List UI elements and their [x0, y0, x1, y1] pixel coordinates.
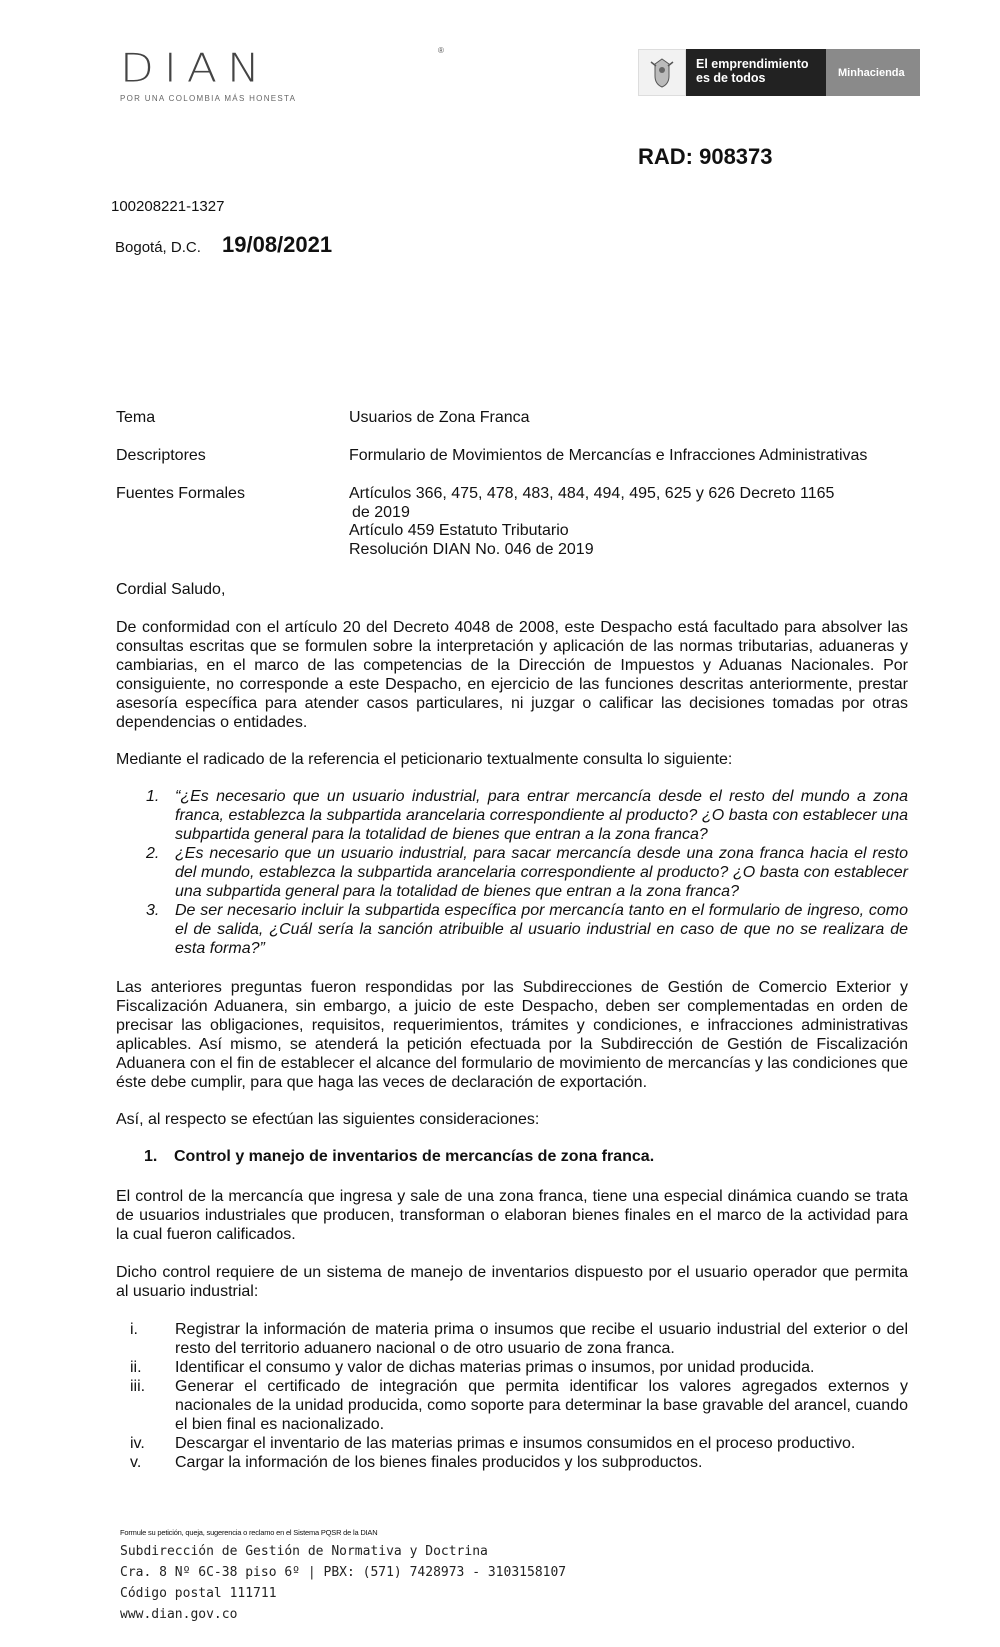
paragraph-consideraciones: Así, al respecto se efectúan las siguientes consideraciones: — [116, 1111, 540, 1128]
list-item-text: ¿Es necesario que un usuario industrial, para sacar mercancía desde una zona franca hacia el resto del mundo, establezca la subpartida arancelaria correspondiente al producto? ¿O basta con establecer una subpartida general para la totalidad de bienes que entran a la zona franca? — [175, 845, 908, 900]
dian-logo-text: DIAN — [120, 45, 270, 92]
list-item-text: Generar el certificado de integración que permita identificar los valores agregados externos y nacionales de la unidad producida, como soporte para determinar la base gravable del arancel, cuando el bien final es nacionalizado. — [175, 1378, 908, 1433]
date-city: Bogotá, D.C. — [115, 239, 201, 256]
gov-banner-line1: El emprendimiento — [696, 57, 809, 71]
list-item-number: 3. — [146, 902, 160, 919]
list-item-text: Descargar el inventario de las materias primas e insumos consumidos en el proceso productivo. — [175, 1435, 856, 1452]
section-number: 1. — [144, 1148, 158, 1165]
list-item-text: Identificar el consumo y valor de dichas materias primas o insumos, por unidad producida. — [175, 1359, 815, 1376]
fuentes-line: Artículos 366, 475, 478, 483, 484, 494, 495, 625 y 626 Decreto 1165 — [349, 485, 835, 502]
fuentes-label: Fuentes Formales — [116, 485, 245, 502]
fuentes-value — [349, 485, 834, 559]
list-item — [116, 844, 908, 901]
section-heading — [144, 1148, 654, 1166]
list-item-number: 2. — [146, 845, 160, 862]
descriptores-value: Formulario de Movimientos de Mercancías e Infracciones Administrativas — [349, 447, 868, 464]
list-item — [116, 1453, 908, 1472]
list-item-number: 1. — [146, 788, 160, 805]
fuentes-line: Resolución DIAN No. 046 de 2019 — [349, 540, 594, 558]
gov-banner-ministry: Minhacienda — [826, 49, 920, 96]
document-date: 19/08/2021 — [222, 232, 333, 257]
government-banner — [638, 49, 920, 96]
paragraph-respuestas: Las anteriores preguntas fueron respondidas por las Subdirecciones de Gestión de Comercio Exterior y Fiscalización Aduanera, sin embargo, a juicio de este Despacho, deben ser complementadas en orden de precisar las obligaciones, requisitos, requerimientos, trámites y condiciones, e infracciones administrativas aplicables. Así mismo, se atenderá la petición efectuada por la Subdirección de Gestión de Fiscalización Aduanera con el fin de establecer el alcance del formulario de movimiento de mercancías y las condiciones que éste debe cumplir, para que haga las veces de declaración de exportación. — [116, 979, 908, 1091]
gov-banner-slogan — [686, 49, 826, 96]
list-item-number: ii. — [130, 1359, 142, 1376]
footer-postal-code: Código postal 111711 — [120, 1586, 277, 1601]
requirements-list — [116, 1320, 908, 1472]
list-item-text: Registrar la información de materia prima o insumos que recibe el usuario industrial del exterior o del resto del territorio aduanero nacional o de otro usuario de zona franca. — [175, 1321, 908, 1357]
dian-tagline: POR UNA COLOMBIA MÁS HONESTA — [120, 94, 297, 103]
list-item — [116, 1377, 908, 1434]
fuentes-line: Artículo 459 Estatuto Tributario — [349, 522, 569, 539]
tema-label: Tema — [116, 409, 156, 426]
colombia-crest-icon — [638, 49, 686, 96]
questions-list — [116, 787, 908, 958]
list-item — [116, 901, 908, 958]
descriptores-label: Descriptores — [116, 447, 206, 464]
footer-subdireccion: Subdirección de Gestión de Normativa y Doctrina — [120, 1544, 488, 1559]
list-item-text: De ser necesario incluir la subpartida específica por mercancía tanto en el formulario de ingreso, como el de salida, ¿Cuál sería la sanción atribuible al usuario industrial en caso de que no se realizara de esta forma?” — [175, 902, 908, 957]
paragraph-competencia: De conformidad con el artículo 20 del Decreto 4048 de 2008, este Despacho está facultado para absolver las consultas escritas que se formulen sobre la interpretación y aplicación de las normas tributarias, aduaneras y cambiarias, en el marco de las competencias de la Dirección de Impuestos y Aduanas Nacionales. Por consiguiente, no corresponde a este Despacho, en ejercicio de las funciones descritas anteriormente, prestar asesoría específica para atender casos particulares, ni juzgar o calificar las decisiones tomadas por otras dependencias o entidades. — [116, 619, 908, 731]
footer-pqsr-text: Formule su petición, queja, sugerencia o reclamo en el Sistema PQSR de la DIAN — [120, 1528, 378, 1537]
registered-mark: ® — [438, 46, 444, 55]
section-title: Control y manejo de inventarios de mercancías de zona franca. — [174, 1148, 655, 1165]
footer-website-link[interactable]: www.dian.gov.co — [120, 1607, 238, 1622]
gov-banner-line2: es de todos — [696, 71, 766, 85]
rad-number: RAD: 908373 — [638, 144, 773, 169]
list-item — [116, 1434, 908, 1453]
footer-address: Cra. 8 Nº 6C-38 piso 6º | PBX: (571) 7428973 - 3103158107 — [120, 1565, 567, 1580]
list-item-text: “¿Es necesario que un usuario industrial, para entrar mercancía desde el resto del mundo a zona franca, establezca la subpartida arancelaria correspondiente al producto? ¿O basta con establecer una subpartida general para la totalidad de bienes que entran a la zona franca? — [175, 788, 908, 843]
fuentes-line: de 2019 — [352, 503, 410, 521]
reference-number: 100208221-1327 — [111, 198, 225, 215]
list-item-number: i. — [130, 1321, 138, 1338]
list-item-number: iv. — [130, 1435, 145, 1452]
list-item — [116, 787, 908, 844]
list-item — [116, 1320, 908, 1358]
paragraph-control: El control de la mercancía que ingresa y sale de una zona franca, tiene una especial dinámica cuando se trata de usuarios industriales que producen, transforman o elaboran bienes finales en el marco de la actividad para la cual fueron calificados. — [116, 1188, 908, 1243]
list-item-number: v. — [130, 1454, 142, 1471]
list-item-number: iii. — [130, 1378, 146, 1395]
paragraph-sistema: Dicho control requiere de un sistema de manejo de inventarios dispuesto por el usuario operador que permita al usuario industrial: — [116, 1264, 908, 1300]
greeting: Cordial Saludo, — [116, 581, 226, 598]
dian-logo — [120, 45, 444, 103]
tema-value: Usuarios de Zona Franca — [349, 409, 530, 426]
paragraph-consulta-intro: Mediante el radicado de la referencia el peticionario textualmente consulta lo siguiente: — [116, 751, 733, 768]
list-item — [116, 1358, 908, 1377]
list-item-text: Cargar la información de los bienes finales producidos y los subproductos. — [175, 1454, 703, 1471]
